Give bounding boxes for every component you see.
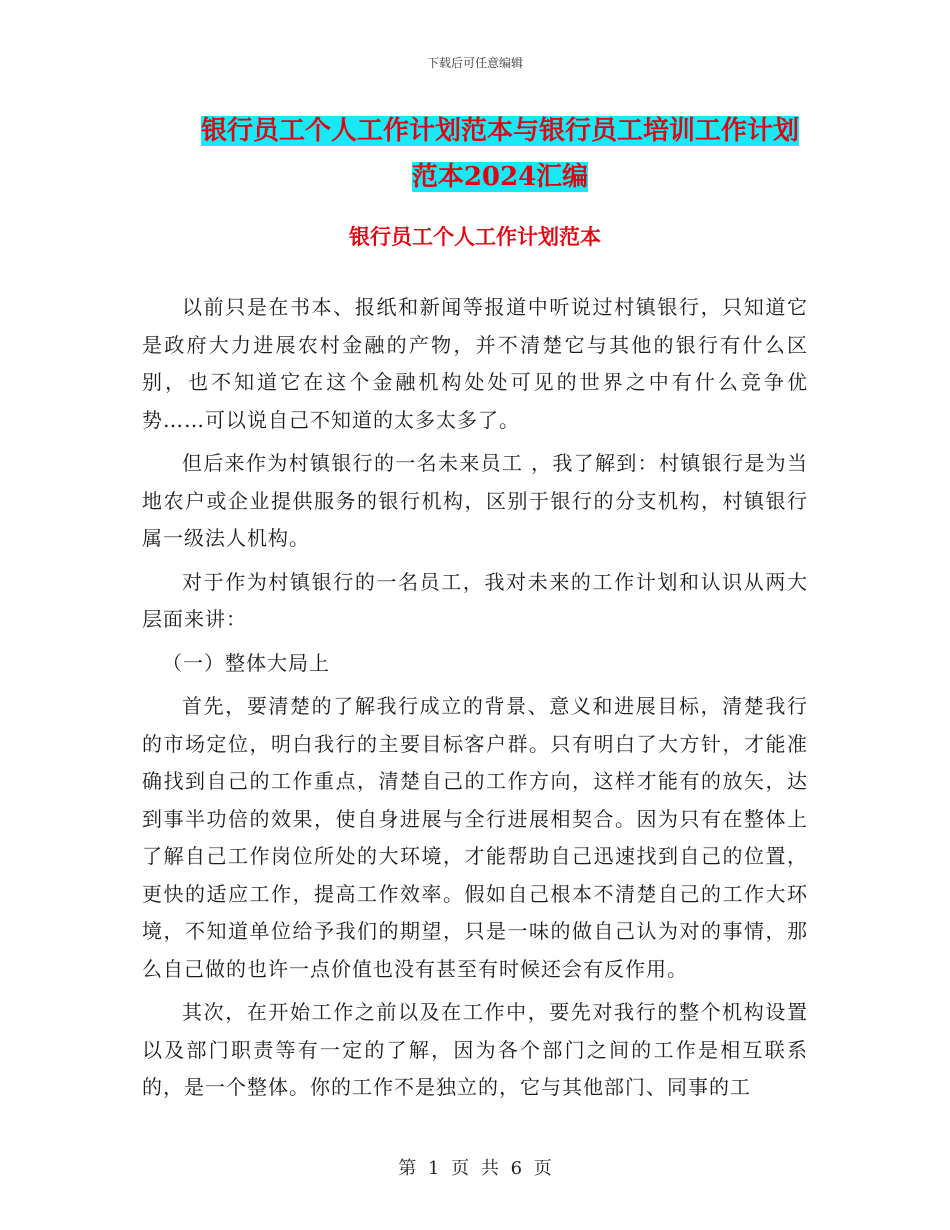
document-title	[190, 108, 810, 200]
paragraph: 首先，要清楚的了解我行成立的背景、意义和进展目标，清楚我行的市场定位，明白我行的主要目标客户群。只有明白了大方针，才能准确找到自己的工作重点，清楚自己的工作方向，这样才能有的放矢，达到事半功倍的效果，使自身进展与全行进展相契合。因为只有在整体上了解自己工作岗位所处的大环境，才能帮助自己迅速找到自己的位置，更快的适应工作，提高工作效率。假如自己根本不清楚自己的工作大环境，不知道单位给予我们的期望，只是一味的做自己认为对的事情，那么自己做的也许一点价值也没有甚至有时候还会有反作用。	[142, 694, 808, 981]
document-title-line-2: 范本2024汇编	[411, 162, 589, 192]
subheading: （一）整体大局上	[162, 650, 330, 675]
section-title: 银行员工个人工作计划范本	[349, 224, 601, 249]
paragraph: 对于作为村镇银行的一名员工，我对未来的工作计划和认识从两大层面来讲：	[142, 569, 808, 631]
document-body	[142, 289, 808, 1113]
document-title-line-1: 银行员工个人工作计划范本与银行员工培训工作计划	[200, 116, 799, 146]
paragraph: 但后来作为村镇银行的一名未来员工 ，我了解到：村镇银行是为当地农户或企业提供服务的银行机构，区别于银行的分支机构，村镇银行属一级法人机构。	[142, 451, 808, 550]
page-number: 第 1 页 共 6 页	[398, 1158, 552, 1179]
download-note: 下载后可任意编辑	[426, 56, 523, 70]
paragraph: 以前只是在书本、报纸和新闻等报道中听说过村镇银行，只知道它是政府大力进展农村金融的产物，并不清楚它与其他的银行有什么区别，也不知道它在这个金融机构处处可见的世界之中有什么竞争优势……可以说自己不知道的太多太多了。	[142, 295, 808, 432]
paragraph: 其次，在开始工作之前以及在工作中，要先对我行的整个机构设置以及部门职责等有一定的了解，因为各个部门之间的工作是相互联系的，是一个整体。你的工作不是独立的，它与其他部门、同事的工	[142, 1000, 808, 1099]
